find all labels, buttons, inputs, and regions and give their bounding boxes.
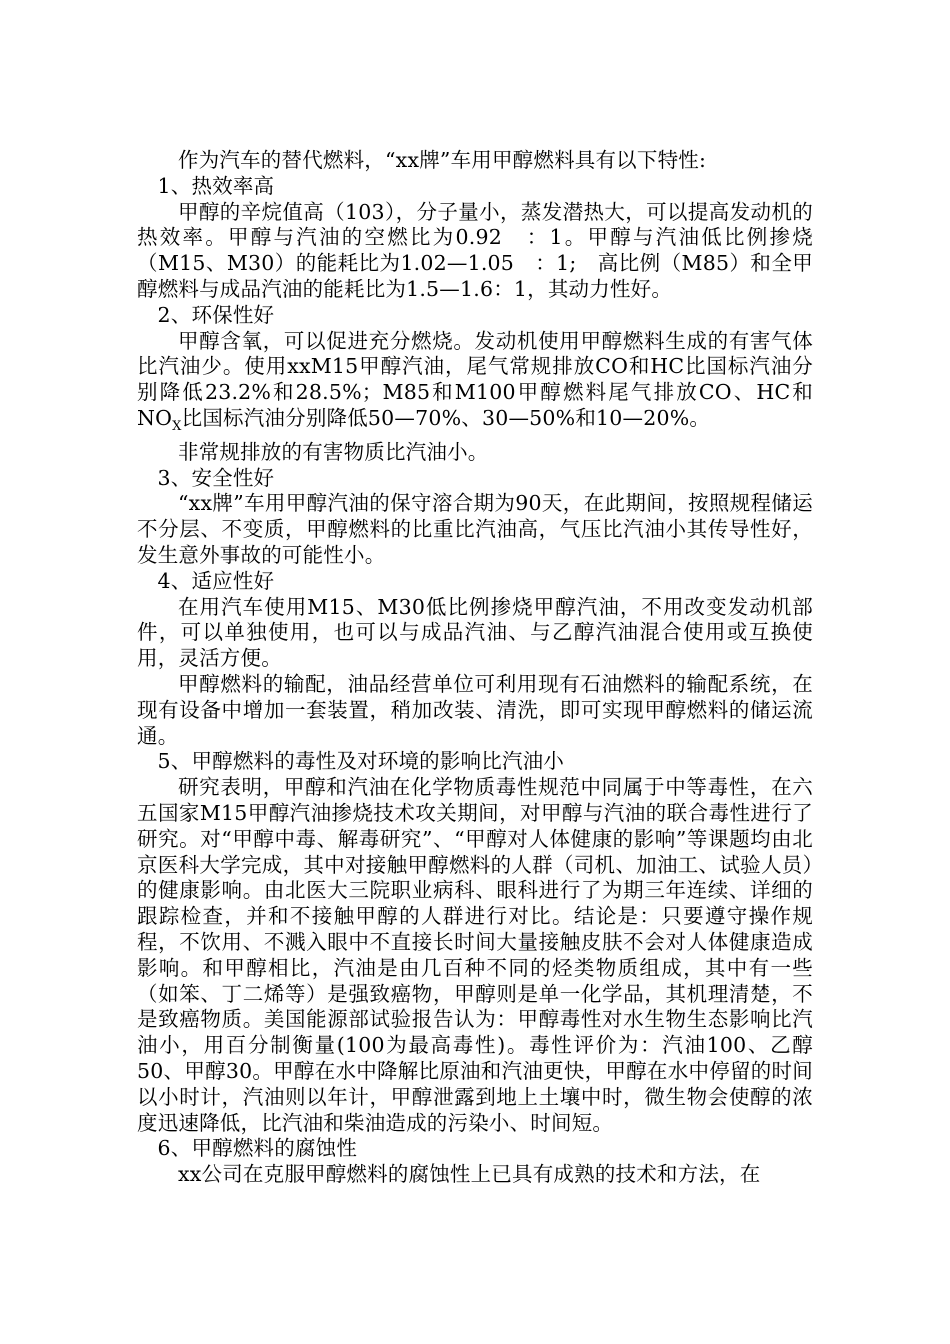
section-heading-corrosion: 6、甲醇燃料的腐蚀性 — [157, 1136, 358, 1161]
intro-paragraph: 作为汽车的替代燃料，“xx牌”车用甲醇燃料具有以下特性: — [178, 148, 707, 172]
paragraph-thermal-efficiency: 甲醇的辛烷值高（103），分子量小，蒸发潜热大，可以提高发动机的热效率。甲醇与汽油的空燃比为0.92 ：1。甲醇与汽油低比例掺烧（M15、M30）的能耗比为1.02—1.05 ：1; 高比例（M85）和全甲醇燃料与成品汽油的能耗比为1.5—1.6：1，其动力性好。 — [137, 199, 813, 301]
section-heading-safety: 3、安全性好 — [157, 465, 275, 490]
section-heading-thermal-efficiency: 1、热效率高 — [157, 173, 275, 198]
paragraph-toxicity: 研究表明，甲醇和汽油在化学物质毒性规范中同属于中等毒性，在六五国家M15甲醇汽油掺烧技术攻关期间，对甲醇与汽油的联合毒性进行了研究。对“甲醇中毒、解毒研究”、“甲醇对人体健康的影响”等课题均由北京医科大学完成，其中对接触甲醇燃料的人群（司机、加油工、试验人员）的健康影响。由北医大三院职业病科、眼科进行了为期三年连续、详细的跟踪检查，并和不接触甲醇的人群进行对比。结论是：只要遵守操作规程，不饮用、不溅入眼中不直接长时间大量接触皮肤不会对人体健康造成影响。和甲醇相比，汽油是由几百种不同的烃类物质组成，其中有一些（如笨、丁二烯等）是强致癌物，甲醇则是单一化学品，其机理清楚，不是致癌物质。美国能源部试验报告认为：甲醇毒性对水生物生态影响比汽油小，用百分制衡量(100为最高毒性)。毒性评价为：汽油100、乙醇50、甲醇30。甲醇在水中降解比原油和汽油更快，甲醇在水中停留的时间以小时计，汽油则以年计，甲醇泄露到地上土壤中时，微生物会使醇的浓度迅速降低，比汽油和柴油造成的污染小、时间短。 — [137, 775, 813, 1135]
section-heading-environmental: 2、环保性好 — [157, 302, 275, 327]
paragraph-corrosion: xx公司在克服甲醇燃料的腐蚀性上已具有成熟的技术和方法，在 — [178, 1162, 761, 1187]
paragraph-adaptability: 在用汽车使用M15、M30低比例掺烧甲醇汽油，不用改变发动机部件，可以单独使用，也可以与成品汽油、与乙醇汽油混合使用或互换使用，灵活方便。 — [137, 594, 813, 671]
paragraph-non-regular-emissions: 非常规排放的有害物质比汽油小。 — [178, 439, 489, 464]
paragraph-safety: “xx牌”车用甲醇汽油的保守溶合期为90天，在此期间，按照规程储运不分层、不变质，甲醇燃料的比重比汽油高，气压比汽油小其传导性好，发生意外事故的可能性小。 — [137, 491, 813, 568]
section-heading-toxicity: 5、甲醇燃料的毒性及对环境的影响比汽油小 — [157, 749, 565, 774]
section-heading-adaptability: 4、适应性好 — [157, 568, 275, 593]
document-body — [137, 148, 813, 1188]
paragraph-environmental: 甲醇含氧，可以促进充分燃烧。发动机使用甲醇燃料生成的有害气体比汽油少。使用xxM15甲醇汽油，尾气常规排放CO和HC比国标汽油分别降低23.2%和28.5%；M85和M100甲醇燃料尾气排放CO、HC和$NO_X$比国标汽油分别降低50—70%、30—50%和10—20%。 — [137, 328, 813, 435]
paragraph-distribution: 甲醇燃料的输配，油品经营单位可利用现有石油燃料的输配系统，在现有设备中增加一套装置，稍加改装、清洗，即可实现甲醇燃料的储运流通。 — [137, 672, 813, 748]
